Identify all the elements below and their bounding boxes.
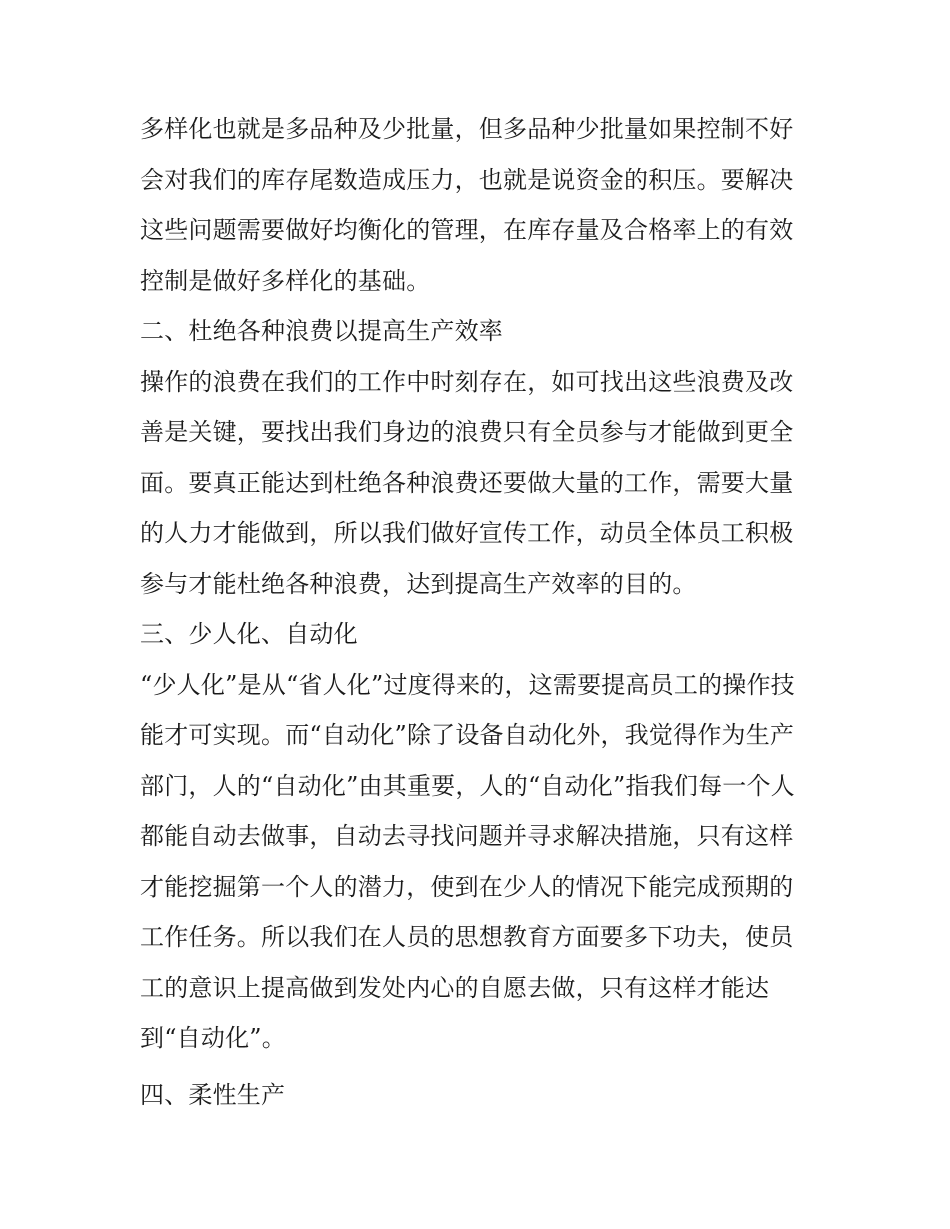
heading-line: 二、杜绝各种浪费以提高生产效率 [140, 317, 503, 345]
text-line: 部门，人的“自动化”由其重要，人的“自动化”指我们每一个人 [140, 771, 795, 800]
section-heading-3 [140, 609, 820, 660]
text-line: 面。要真正能达到杜绝各种浪费还要做大量的工作，需要大量 [140, 468, 794, 497]
text-line: 工的意识上提高做到发处内心的自愿去做，只有这样才能达 [140, 973, 770, 1002]
text-line: “少人化”是从“省人化”过度得来的，这需要提高员工的操作技 [140, 670, 795, 699]
text-line: 都能自动去做事，自动去寻找问题并寻求解决措施，只有这样 [140, 822, 794, 850]
paragraph-diversification [140, 104, 820, 306]
text-line: 能才可实现。而“自动化”除了设备自动化外，我觉得作为生产 [140, 721, 795, 749]
text-line: 到“自动化”。 [140, 1024, 286, 1052]
text-line: 工作任务。所以我们在人员的思想教育方面要多下功夫，使员 [140, 923, 794, 951]
heading-line: 三、少人化、自动化 [140, 620, 358, 648]
text-line: 控制是做好多样化的基础。 [140, 266, 431, 295]
text-line: 的人力才能做到，所以我们做好宣传工作，动员全体员工积极 [140, 519, 794, 547]
text-line: 多样化也就是多品种及少批量，但多品种少批量如果控制不好 [140, 115, 794, 143]
text-line: 操作的浪费在我们的工作中时刻存在，如可找出这些浪费及改 [140, 367, 794, 396]
text-line: 参与才能杜绝各种浪费，达到提高生产效率的目的。 [140, 569, 697, 598]
text-line: 才能挖掘第一个人的潜力，使到在少人的情况下能完成预期的 [140, 872, 794, 901]
paragraph-waste [140, 357, 820, 610]
section-heading-2 [140, 306, 820, 357]
section-heading-4 [140, 1070, 820, 1121]
heading-line: 四、柔性生产 [140, 1080, 286, 1109]
document-body [140, 104, 820, 1120]
text-line: 善是关键，要找出我们身边的浪费只有全员参与才能做到更全 [140, 418, 794, 446]
text-line: 会对我们的库存尾数造成压力，也就是说资金的积压。要解决 [140, 165, 794, 194]
text-line: 这些问题需要做好均衡化的管理，在库存量及合格率上的有效 [140, 216, 794, 244]
paragraph-automation [140, 660, 820, 1064]
